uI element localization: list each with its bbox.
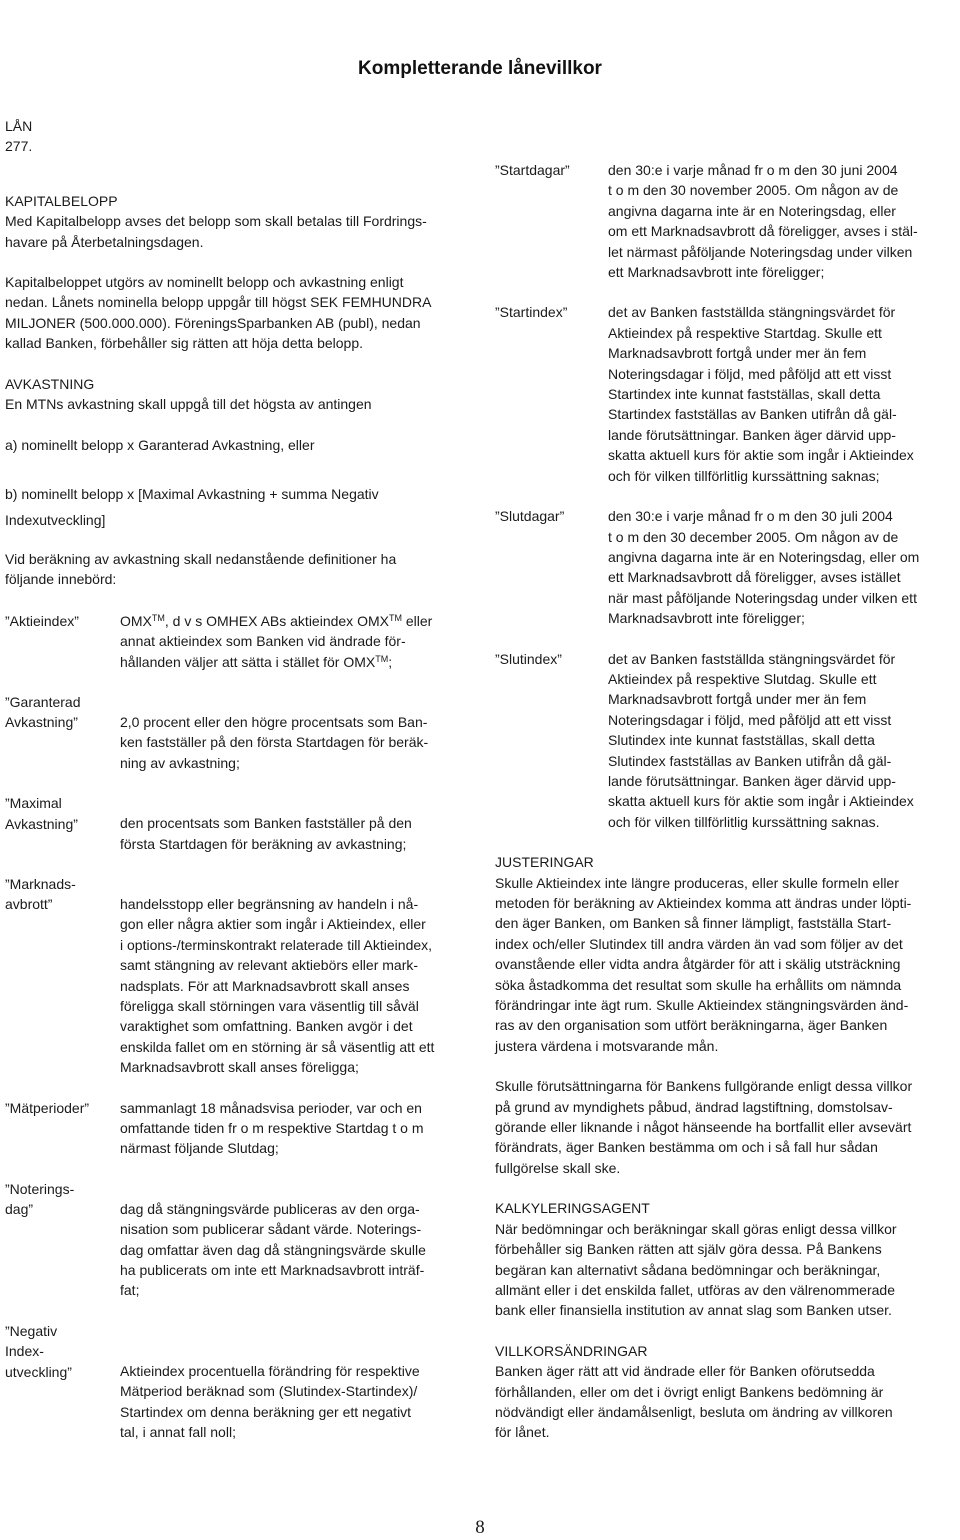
desc-text: eller annat aktieindex som Banken vid ändrade för- hållanden väljer att sätta i stället för OMX	[120, 612, 433, 670]
justeringar-paragraph-1: Skulle Aktieindex inte längre produceras, eller skulle formeln eller metoden för beräkning av Aktieindex komma att ändras under löpti- den äger Banken, om Banken så finner lämpligt, fastställa Start- index och/eller Slutindex till andra värden än vad som följer av det ovanstående eller vidta andra åtgärder för att i skälig utsträckning söka åstadkomma det resultat som skulle ha erhållits om nämnda förändringar inte ägt rum. Skulle Aktieindex stängningsvärden änd- ras av den organisation som utfört beräkningarna, äger Banken justera värdena i motsvarande mån.	[495, 874, 912, 1054]
kalkyleringsagent-paragraph: När bedömningar och beräkningar skall göras enligt dessa villkor förbehåller sig Banken rätten att själv göra dessa. På Bankens begäran kan alternativt sådana bedömningar och beräkningar, allmänt eller i det enskilda fallet, utföras av den välrenommerade bank eller finansiella institution av annat slag som Banken utser.	[495, 1220, 897, 1319]
definition-term: ”Negativ Index- utveckling”	[5, 1322, 72, 1380]
definition-description: den 30:e i varje månad fr o m den 30 juli 2004 t o m den 30 december 2005. Om någon av de angivna dagarna inte är en Noteringsdag, eller om ett Marknadsavbrott då föreligger, avses istället när mast påföljande Noteringsdag under vilken ett Marknadsavbrott inte föreligger;	[608, 508, 920, 627]
definition-term: ”Garanterad Avkastning”	[5, 693, 81, 731]
definition-description: dag då stängningsvärde publiceras av den orga- nisation som publicerar sådant värde. Noterings- dag omfattar även dag då stängningsvärde skulle ha publicerats om inte ett Marknadsavbrott inträf- fat;	[120, 1200, 426, 1299]
definition-garanterad-avkastning	[5, 692, 475, 773]
definition-description: sammanlagt 18 månadsvisa perioder, var och en omfattande tiden fr o m respektive Startdag t o m närmast följande Slutdag;	[120, 1099, 424, 1157]
desc-text: , d v s OMHEX ABs aktieindex OMX	[164, 612, 389, 629]
kapitalbelopp-heading: KAPITALBELOPP	[5, 192, 118, 209]
definition-aktieindex	[5, 611, 475, 672]
definition-description: den procentsats som Banken fastställer på den första Startdagen för beräkning av avkastning;	[120, 815, 412, 852]
definition-term: ”Slutdagar”	[495, 508, 565, 525]
trademark-mark: TM	[151, 612, 165, 623]
desc-text: OMX	[120, 612, 152, 629]
definition-maximal-avkastning	[5, 793, 475, 854]
definition-term: ”Startindex”	[495, 304, 568, 321]
definition-term: ”Aktieindex”	[5, 612, 79, 629]
right-column	[495, 160, 957, 1443]
avkastning-heading: AVKASTNING	[5, 375, 95, 392]
avkastning-paragraph-2: Vid beräkning av avkastning skall nedanstående definitioner ha följande innebörd:	[5, 550, 397, 588]
definition-term: ”Slutindex”	[495, 650, 562, 667]
page-number: 8	[475, 1517, 485, 1538]
definition-description: handelsstopp eller begränsning av handeln i nå- gon eller några aktier som ingår i Aktieindex, eller i options-/terminskontrakt relaterade till Aktieindex, samt stängning av relevant aktiebörs eller mark- nadsplats. För att Marknadsavbrott skall anses föreligga skall störningen vara väsentlig till såväl varaktighet som omfattning. Banken avgör i det enskilda fallet om en störning är så väsentlig att ett Marknadsavbrott skall anses föreligga;	[120, 895, 435, 1076]
definition-term: ”Startdagar”	[495, 162, 570, 178]
villkorsandringar-heading: VILLKORSÄNDRINGAR	[495, 1342, 648, 1359]
definition-description: det av Banken fastställda stängningsvärdet för Aktieindex på respektive Slutdag. Skulle ett Marknadsavbrott fortgå under mer än fem Noteringsdagar i följd, med påföljd att ett visst Slutindex inte kunnat fastställas, skall detta Slutindex fastställas av Banken utifrån då gäl- lande förutsättningar. Banken äger därvid upp- skatta aktuell kurs för aktie som ingår i Aktieindex och för vilken tillförlitlig kurssättning saknas.	[608, 650, 914, 830]
definition-marknadsavbrott	[5, 874, 475, 1078]
justeringar-paragraph-2: Skulle förutsättningarna för Bankens fullgörande enligt dessa villkor på grund av myndighets påbud, ändrad lagstiftning, domstolsav- görande eller liknande i något hänseende ha bortfallit eller avsevärt förändrats, äger Banken bestämma om och i så fall hur sådan fullgörelse skall ske.	[495, 1078, 913, 1176]
definition-term: ”Noterings- dag”	[5, 1180, 75, 1218]
desc-text: ;	[388, 653, 393, 670]
left-column	[5, 116, 475, 1442]
avkastning-option-b: b) nominellt belopp x [Maximal Avkastning + summa Negativ Indexutveckling]	[5, 485, 379, 528]
justeringar-heading: JUSTERINGAR	[495, 854, 594, 871]
definition-matperioder	[5, 1098, 475, 1159]
definition-slutindex	[495, 649, 957, 833]
definition-description: 2,0 procent eller den högre procentsats som Ban- ken fastställer på den första Startdagen för beräk- ning av avkastning;	[120, 713, 429, 771]
definition-noteringsdag	[5, 1179, 475, 1301]
definition-term: ”Marknads- avbrott”	[5, 875, 76, 913]
avkastning-option-a: a) nominellt belopp x Garanterad Avkastning, eller	[5, 437, 315, 454]
kapitalbelopp-paragraph-2: Kapitalbeloppet utgörs av nominellt belopp och avkastning enligt nedan. Lånets nominella belopp uppgår till högst SEK FEMHUNDRA MILJONER (500.000.000). FöreningsSparbanken AB (publ), nedan kallad Banken, förbehåller sig rätten att höja detta belopp.	[5, 274, 432, 352]
page-title: Kompletterande lånevillkor	[358, 58, 602, 79]
definition-description: Aktieindex procentuella förändring för respektive Mätperiod beräknad som (Slutindex-Startindex)/ Startindex om denna beräkning ger ett negativt tal, i annat fall noll;	[120, 1362, 420, 1441]
definition-description: det av Banken fastställda stängningsvärdet för Aktieindex på respektive Startdag. Skulle ett Marknadsavbrott fortgå under mer än fem Noteringsdagar i följd, med påföljd att ett visst Startindex inte kunnat fastställas, skall detta Startindex fastställas av Banken utifrån då gäl- lande förutsättningar. Banken äger därvid upp- skatta aktuell kurs för aktie som ingår i Aktieindex och för vilken tillförlitlig kurssättning saknas;	[608, 304, 914, 484]
definition-description	[120, 611, 475, 672]
trademark-mark: TM	[388, 612, 402, 623]
definition-startdagar	[495, 160, 957, 282]
lan-number: 277.	[5, 138, 33, 155]
definition-term: ”Mätperioder”	[5, 1099, 90, 1116]
trademark-mark: TM	[375, 653, 389, 664]
kapitalbelopp-paragraph-1: Med Kapitalbelopp avses det belopp som skall betalas till Fordrings- havare på Återbetalningsdagen.	[5, 213, 427, 250]
definition-negativ-indexutveckling	[5, 1321, 475, 1443]
kalkyleringsagent-heading: KALKYLERINGSAGENT	[495, 1200, 650, 1217]
definition-startindex	[495, 302, 957, 486]
definition-slutdagar	[495, 506, 957, 628]
avkastning-paragraph-1: En MTNs avkastning skall uppgå till det högsta av antingen	[5, 396, 372, 413]
lan-heading: LÅN	[5, 118, 33, 134]
definition-term: ”Maximal Avkastning”	[5, 795, 78, 832]
definition-description: den 30:e i varje månad fr o m den 30 juni 2004 t o m den 30 november 2005. Om någon av de angivna dagarna inte är en Noteringsdag, eller om ett Marknadsavbrott då föreligger, avses i stäl- let närmast påföljande Noteringsdag under vilken ett Marknadsavbrott inte föreligger;	[608, 162, 918, 281]
villkorsandringar-paragraph: Banken äger rätt att vid ändrade eller för Banken oförutsedda förhållanden, eller om det i övrigt enligt Bankens bedömning är nödvändigt eller ändamålsenligt, besluta om ändring av villkoren för lånet.	[495, 1363, 893, 1441]
